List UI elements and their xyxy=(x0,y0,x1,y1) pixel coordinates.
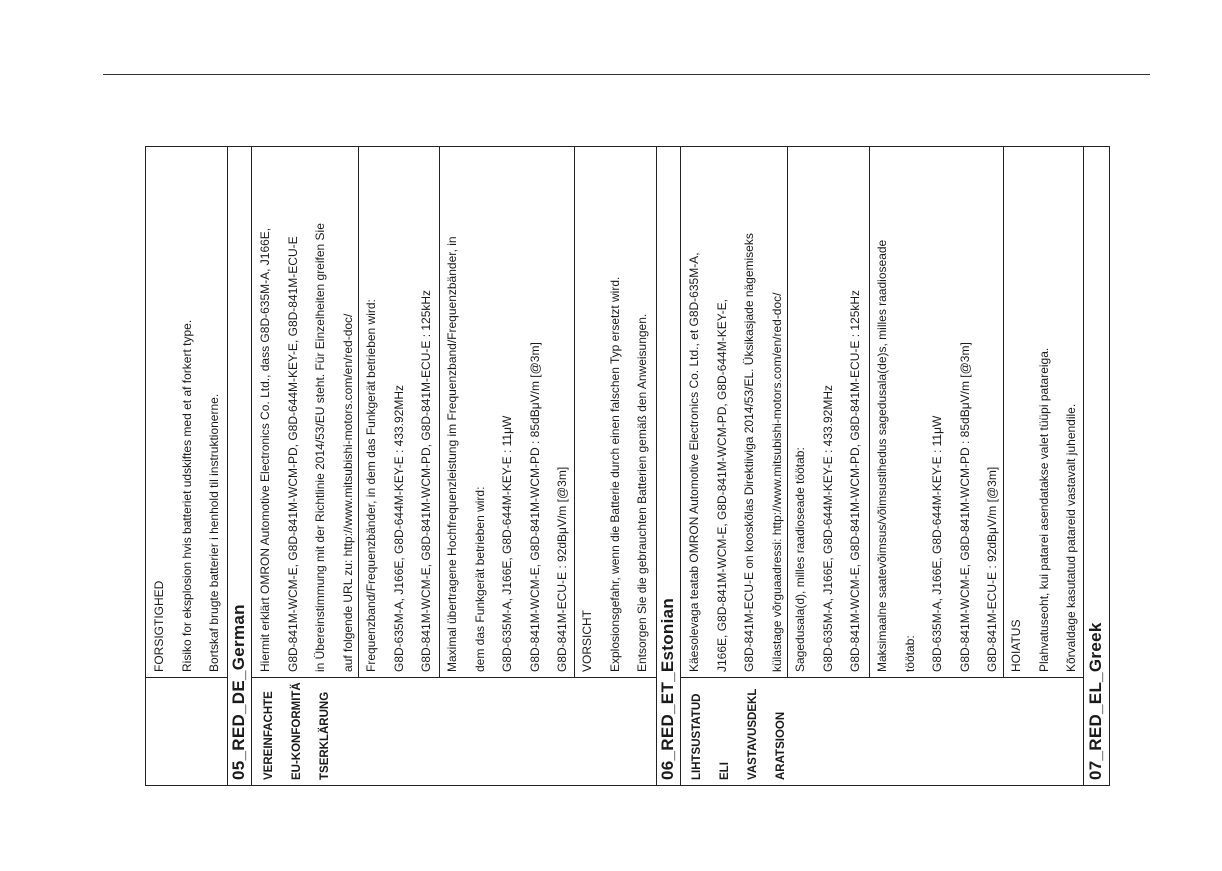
column-divider xyxy=(145,677,227,678)
section-title: 05_RED_DE_German xyxy=(229,604,248,780)
german-caution-cell xyxy=(574,152,657,672)
german-declaration-cell xyxy=(252,152,362,672)
text-line: Entsorgen Sie die gebrauchten Batterien gemäß den Anweisungen. xyxy=(635,313,649,672)
estonian-frequency-cell xyxy=(787,152,870,672)
text-line: Käesolevaga teatab OMRON Automotive Electronics Co. Ltd., et G8D-635M-A, xyxy=(687,252,701,672)
text-line: Kõrvaldage kasutatud patareid vastavalt juhendile. xyxy=(1064,403,1078,672)
text-line: G8D-841M-ECU-E : 92dBμV/m [@3m] xyxy=(555,466,569,672)
column-divider xyxy=(681,677,1083,678)
text-line: G8D-635M-A, J166E, G8D-644M-KEY-E : 11μW xyxy=(930,415,944,672)
text-line: G8D-841M-ECU-E : 92dBμV/m [@3m] xyxy=(985,466,999,672)
text-line: G8D-635M-A, J166E, G8D-644M-KEY-E : 11μW xyxy=(500,415,514,672)
section-header-estonian xyxy=(656,146,681,786)
text-line: töötab: xyxy=(902,635,917,672)
danish-caution-cell xyxy=(146,152,229,672)
text-line: auf folgende URL zu: http://www.mitsubishi-motors.com/en/red-doc/ xyxy=(340,313,355,672)
text-line: G8D-841M-WCM-E, G8D-841M-WCM-PD, G8D-841M-ECU-E : 125kHz xyxy=(848,289,862,672)
text-line: Hiermit erklärt OMRON Automotive Electronics Co. Ltd., dass G8D-635M-A, J166E, xyxy=(258,227,272,672)
column-divider xyxy=(252,677,656,678)
text-line: G8D-635M-A, J166E, G8D-644M-KEY-E : 433.92MHz xyxy=(820,384,835,672)
estonian-caution-cell xyxy=(1003,152,1086,672)
text-line: Maximal übertragene Hochfrequenzleistung im Frequenzband/Frequenzbänder, in xyxy=(445,236,459,672)
text-line: G8D-635M-A, J166E, G8D-644M-KEY-E : 433.92MHz xyxy=(391,384,406,672)
text-line: G8D-841M-ECU-E on kooskõlas Direktiiviga 2014/53/EL. Üksikasjade nägemiseks xyxy=(742,233,756,672)
header-rule xyxy=(103,74,1150,75)
text-line: Sagedusala(d), milles raadioseade töötab: xyxy=(793,447,807,672)
text-line: J166E, G8D-841M-WCM-E, G8D-841M-WCM-PD, G8D-644M-KEY-E, xyxy=(714,299,729,672)
text-line: HOIATUS xyxy=(1009,619,1023,672)
section-header-german xyxy=(227,146,252,786)
section-title: 06_RED_ET_Estonian xyxy=(658,597,677,780)
text-line: G8D-841M-WCM-E, G8D-841M-WCM-PD : 85dBμV/m [@3m] xyxy=(527,342,542,672)
text-line: Bortskaf brugte batterier i henhold til instruktionerne. xyxy=(207,393,221,672)
text-line: Explosionsgefahr, wenn die Batterie durch einen falschen Typ ersetzt wird. xyxy=(607,276,622,672)
text-line: dem das Funkgerät betrieben wird: xyxy=(472,486,487,672)
estonian-doc-label: LIHTSUSTATUD ELI VASTAVUSDEKL ARATSIOON xyxy=(691,688,787,780)
text-line: G8D-841M-WCM-E, G8D-841M-WCM-PD, G8D-841M-ECU-E : 125kHz xyxy=(419,289,433,672)
text-line: Plahvatuseoht, kui patarei asendatakse valet tüüpi patareiga. xyxy=(1036,347,1051,672)
text-line: Maksimaalne saatevõimsus/võimsustihedus sagedusala(de)s, milles raadioseade xyxy=(875,239,889,672)
text-line: külastage võrguaadressi: http://www.mitsubishi-motors.com/en/red-doc/ xyxy=(769,292,784,672)
section-title: 07_RED_EL_Greek xyxy=(1086,622,1105,780)
german-doc-label: VEREINFACHTE EU-KONFORMITÄ TSERKLÄRUNG xyxy=(263,682,331,780)
german-frequency-cell xyxy=(358,152,441,672)
estonian-declaration-cell xyxy=(681,152,791,672)
text-line: Risiko for eksplosion hvis batteriet udskiftes med et af forkert type. xyxy=(179,319,194,672)
text-line: FORSIGTIGHED xyxy=(152,580,166,672)
section-header-greek xyxy=(1083,146,1110,786)
text-line: G8D-841M-WCM-E, G8D-841M-WCM-PD : 85dBμV/m [@3m] xyxy=(957,342,972,672)
text-line: Frequenzband/Frequenzbänder, in dem das Funkgerät betrieben wird: xyxy=(364,299,378,672)
text-line: G8D-841M-WCM-E, G8D-841M-WCM-PD, G8D-644M-KEY-E, G8D-841M-ECU-E xyxy=(285,236,300,672)
text-line: in Übereinstimmung mit der Richtlinie 2014/53/EU steht. Für Einzelheiten greifen Sie xyxy=(313,223,327,672)
estonian-power-cell xyxy=(869,152,1007,672)
rotated-document-table xyxy=(145,146,1110,786)
german-power-cell xyxy=(439,152,577,672)
text-line: VORSICHT xyxy=(580,609,594,672)
